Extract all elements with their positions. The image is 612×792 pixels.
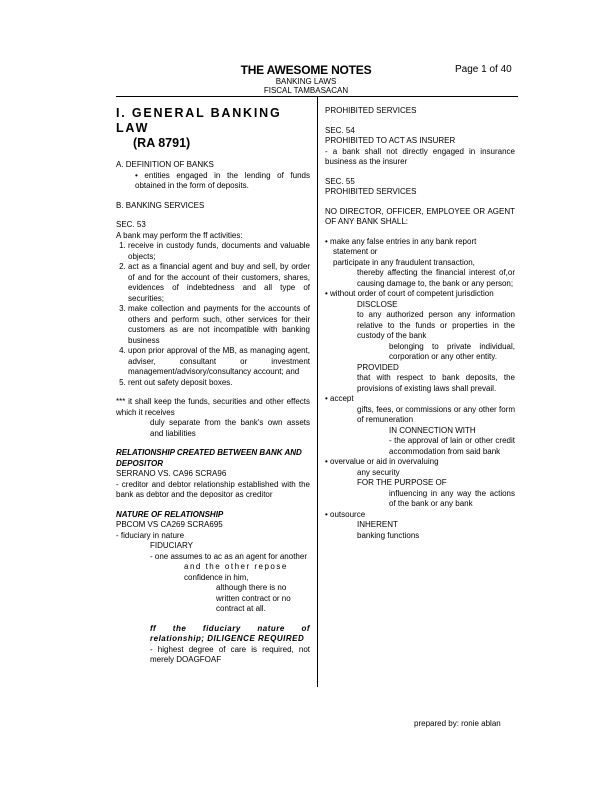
bullet-text: gifts, fees, or commissions or any other form of remuneration — [357, 404, 515, 424]
nature-heading: NATURE OF RELATIONSHIP — [116, 509, 224, 519]
prohibited-services-heading: PROHIBITED SERVICES — [325, 106, 417, 115]
relationship-text: - creditor and debtor relationship established with the bank as debtor and the depositor as creditor — [116, 479, 310, 499]
page-number: Page 1 of 40 — [455, 64, 512, 75]
nature-text-2: FIDUCIARY — [150, 541, 193, 550]
sec55-title: PROHIBITED SERVICES — [325, 187, 417, 196]
list-item: 4. upon prior approval of the MB, as managing agent, adviser, consultant or investment management/advisory/consultancy account; and — [128, 346, 310, 378]
nature-text-3: - one assumes to ac as an agent for another — [150, 551, 307, 561]
bullet-false-entries: • make any false entries in any bank report — [325, 236, 477, 246]
sec54-text: - a bank shall not directly engaged in insurance business as the insurer — [325, 146, 515, 166]
list-item: 3. make collection and payments for the accounts of others and perform such, other services for their customers as are not incompatible with banking business — [128, 304, 310, 346]
bullet-text: belonging to private individual, corporation or any other entity. — [389, 341, 515, 361]
bullet-outsource: • outsource — [325, 509, 366, 519]
nature-text-5: confidence in him, — [184, 572, 249, 582]
diligence-text: - highest degree of care is required, not merely DOAGFOAF — [150, 644, 310, 664]
bullet-text: any security — [357, 467, 400, 477]
bullet-text: banking functions — [357, 530, 420, 540]
sec53-intro: A bank may perform the ff activities: — [116, 230, 243, 240]
diligence-heading: ff the fiduciary nature of relationship; DILIGENCE REQUIRED — [150, 623, 310, 643]
sec54-label: SEC. 54 — [325, 125, 355, 135]
banking-services-heading: B. BANKING SERVICES — [116, 200, 205, 210]
bullet-text: that with respect to bank deposits, the provisions of existing laws shall prevail. — [357, 373, 515, 393]
nature-case: PBCOM VS CA269 SCRA695 — [116, 520, 223, 529]
bullet-text: statement or — [333, 247, 378, 256]
bullet-text: FOR THE PURPOSE OF — [357, 478, 447, 487]
bullet-accept: • accept — [325, 394, 354, 403]
relationship-heading: RELATIONSHIP CREATED BETWEEN BANK AND DEPOSITOR — [116, 448, 302, 468]
section-heading: I. GENERAL BANKING LAW — [116, 106, 282, 135]
definition-text: • entities engaged in the lending of funds obtained in the form of deposits. — [135, 170, 310, 190]
nature-text-4: and the other repose — [184, 562, 288, 571]
definition-heading: A. DEFINITION OF BANKS — [116, 160, 214, 169]
bullet-text: DISCLOSE — [357, 299, 398, 309]
column-divider — [317, 97, 318, 687]
bullet-text: IN CONNECTION WITH — [389, 425, 476, 435]
subtitle-banking-laws: BANKING LAWS — [275, 77, 337, 86]
activities-list — [116, 241, 310, 388]
bullet-text: participate in any fraudulent transaction, — [333, 257, 475, 267]
bullet-text: thereby affecting the financial interest of,or causing damage to, the bank or any person; — [357, 268, 515, 288]
bullet-text: influencing in any way the actions of the bank or any bank — [389, 488, 515, 508]
right-column — [325, 106, 515, 541]
nature-text-6: although there is no written contract or no contract at all. — [216, 583, 291, 613]
document-title: THE AWESOME NOTES — [240, 63, 372, 77]
section-heading-ra: (RA 8791) — [133, 136, 191, 150]
sec55-label: SEC. 55 — [325, 176, 355, 186]
list-item: 5. rent out safety deposit boxes. — [128, 378, 310, 389]
bullet-text: to any authorized person any information relative to the funds or properties in the custody of the bank — [357, 310, 515, 340]
relationship-case: SERRANO VS. CA96 SCRA96 — [116, 469, 227, 478]
note-text-2: duly separate from the bank's own assets and liabilities — [150, 418, 310, 438]
bullet-court-order: • without order of court of competent jurisdiction — [325, 289, 494, 298]
footer-credit: prepared by: ronie ablan — [414, 719, 501, 728]
nature-text-1: - fiduciary in nature — [116, 530, 185, 540]
bullet-text: - the approval of lain or other credit accommodation from said bank — [389, 436, 515, 456]
left-column — [116, 106, 310, 666]
prohibition-intro: NO DIRECTOR, OFFICER, EMPLOYEE OR AGENT OF ANY BANK SHALL: — [325, 206, 515, 226]
subtitle-fiscal: FISCAL TAMBASACAN — [263, 86, 349, 95]
list-item: 2. act as a financial agent and buy and sell, by order of and for the account of their customers, shares, evidences of indebtedness and all type of securities; — [128, 262, 310, 304]
bullet-text: PROVIDED — [357, 362, 399, 372]
sec53-label: SEC. 53 — [116, 220, 146, 229]
list-item: 1. receive in custody funds, documents and valuable objects; — [128, 241, 310, 262]
sec54-title: PROHIBITED TO ACT AS INSURER — [325, 136, 456, 145]
note-text: *** it shall keep the funds, securities and other effects which it receives — [116, 397, 310, 417]
bullet-overvalue: • overvalue or aid in overvaluing — [325, 457, 439, 466]
bullet-text: INHERENT — [357, 520, 398, 529]
